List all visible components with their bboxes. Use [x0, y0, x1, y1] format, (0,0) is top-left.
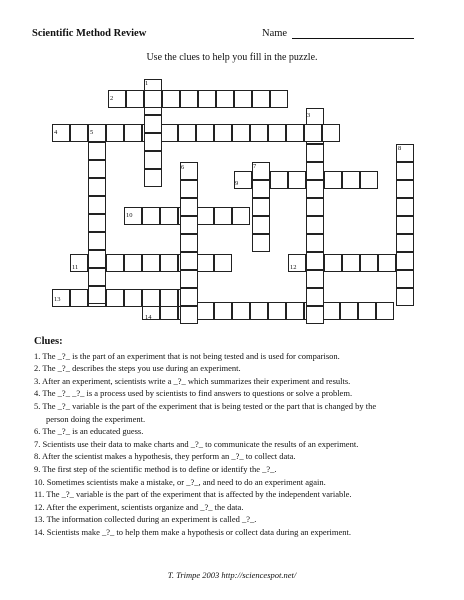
clue-number-13: 13	[54, 296, 61, 303]
crossword-cell[interactable]	[180, 90, 198, 108]
crossword-cell[interactable]	[250, 124, 268, 142]
crossword-cell[interactable]	[180, 270, 198, 288]
clue-1: 1. The _?_ is the part of an experiment that is not being tested and is used for comparison.	[34, 350, 340, 361]
clue-12: 12. After the experiment, scientists organize and _?_ the data.	[34, 501, 244, 512]
worksheet-title: Scientific Method Review	[32, 28, 147, 39]
crossword-cell[interactable]	[306, 180, 324, 198]
crossword-cell[interactable]	[214, 302, 232, 320]
crossword-cell[interactable]	[106, 289, 124, 307]
clue-number-11: 11	[72, 264, 79, 271]
crossword-cell[interactable]	[306, 252, 324, 270]
clues-heading: Clues:	[34, 336, 63, 347]
crossword-cell[interactable]	[88, 268, 106, 286]
clue-number-7: 7	[253, 163, 257, 170]
crossword-cell[interactable]	[252, 180, 270, 198]
crossword-cell[interactable]	[144, 169, 162, 187]
clue-6: 6. The _?_ is an educated guess.	[34, 426, 144, 437]
crossword-cell[interactable]	[88, 196, 106, 214]
crossword-cell[interactable]	[306, 216, 324, 234]
crossword-cell[interactable]	[396, 198, 414, 216]
crossword-cell[interactable]	[142, 289, 160, 307]
crossword-cell[interactable]	[396, 234, 414, 252]
crossword-cell[interactable]	[180, 306, 198, 324]
crossword-cell[interactable]	[142, 254, 160, 272]
crossword-cell[interactable]	[360, 171, 378, 189]
crossword-cell[interactable]	[196, 207, 214, 225]
crossword-cell[interactable]	[324, 171, 342, 189]
crossword-cell[interactable]	[180, 234, 198, 252]
clue-2: 2. The _?_ describes the steps you use during an experiment.	[34, 363, 241, 374]
crossword-cell[interactable]	[306, 198, 324, 216]
crossword-cell[interactable]	[180, 252, 198, 270]
crossword-cell[interactable]	[360, 254, 378, 272]
crossword-cell[interactable]	[306, 288, 324, 306]
crossword-cell[interactable]	[396, 288, 414, 306]
crossword-cell[interactable]	[70, 124, 88, 142]
crossword-cell[interactable]	[178, 124, 196, 142]
clue-10: 10. Sometimes scientists make a mistake, or _?_, and need to do an experiment again.	[34, 476, 326, 487]
crossword-cell[interactable]	[306, 162, 324, 180]
crossword-cell[interactable]	[376, 302, 394, 320]
crossword-cell[interactable]	[306, 144, 324, 162]
crossword-cell[interactable]	[268, 124, 286, 142]
crossword-cell[interactable]	[342, 254, 360, 272]
crossword-cell[interactable]	[286, 302, 304, 320]
crossword-cell[interactable]	[196, 302, 214, 320]
crossword-cell[interactable]	[162, 90, 180, 108]
clue-number-1: 1	[145, 80, 149, 87]
clue-number-3: 3	[307, 112, 311, 119]
crossword-cell[interactable]	[106, 254, 124, 272]
clue-7: 7. Scientists use their data to make charts and _?_ to communicate the results of an experiment.	[34, 438, 359, 449]
crossword-cell[interactable]	[144, 151, 162, 169]
footer-credit: T. Trimpe 2003 http://sciencespot.net/	[167, 570, 297, 580]
crossword-cell[interactable]	[252, 216, 270, 234]
crossword-cell[interactable]	[198, 90, 216, 108]
crossword-cell[interactable]	[216, 90, 234, 108]
crossword-cell[interactable]	[252, 234, 270, 252]
crossword-cell[interactable]	[160, 289, 178, 307]
crossword-cell[interactable]	[396, 270, 414, 288]
crossword-cell[interactable]	[196, 124, 214, 142]
crossword-cell[interactable]	[304, 124, 322, 142]
crossword-cell[interactable]	[396, 162, 414, 180]
clue-5: 5. The _?_ variable is the part of the experiment that is being tested or the part that is changed by the person doing the experiment.	[34, 400, 377, 424]
crossword-cell[interactable]	[180, 288, 198, 306]
crossword-cell[interactable]	[322, 302, 340, 320]
crossword-cell[interactable]	[232, 207, 250, 225]
clue-number-5: 5	[90, 129, 94, 136]
crossword-cell[interactable]	[160, 254, 178, 272]
crossword-cell[interactable]	[306, 234, 324, 252]
clue-9: 9. The first step of the scientific method is to define or identify the _?_.	[34, 463, 277, 474]
clue-number-12: 12	[290, 264, 297, 271]
crossword-cell[interactable]	[144, 133, 162, 151]
crossword-cell[interactable]	[160, 207, 178, 225]
clue-13: 13. The information collected during an experiment is called _?_.	[34, 514, 257, 525]
crossword-cell[interactable]	[124, 254, 142, 272]
crossword-cell[interactable]	[340, 302, 358, 320]
crossword-cell[interactable]	[232, 124, 250, 142]
crossword-cell[interactable]	[88, 214, 106, 232]
instructions: Use the clues to help you fill in the puzzle.	[146, 52, 318, 63]
crossword-cell[interactable]	[142, 207, 160, 225]
clue-number-9: 9	[235, 180, 239, 187]
crossword-cell[interactable]	[144, 90, 162, 108]
crossword-cell[interactable]	[396, 180, 414, 198]
clue-number-14: 14	[145, 314, 152, 321]
clue-number-8: 8	[398, 145, 402, 152]
clue-number-10: 10	[126, 212, 133, 219]
crossword-cell[interactable]	[88, 178, 106, 196]
crossword-cell[interactable]	[378, 254, 396, 272]
crossword-cell[interactable]	[270, 171, 288, 189]
crossword-cell[interactable]	[250, 302, 268, 320]
clue-4: 4. The _?_ _?_ is a process used by scientists to find answers to questions or solve a problem.	[34, 388, 353, 399]
crossword-cell[interactable]	[396, 216, 414, 234]
crossword-cell[interactable]	[160, 124, 178, 142]
crossword-cell[interactable]	[88, 286, 106, 304]
clue-8: 8. After the scientist makes a hypothesis, they perform an _?_ to collect data.	[34, 451, 296, 462]
clue-number-4: 4	[54, 129, 58, 136]
crossword-cell[interactable]	[288, 171, 306, 189]
clues-section	[34, 336, 444, 539]
crossword-cell[interactable]	[70, 289, 88, 307]
crossword-cell[interactable]	[306, 306, 324, 324]
clue-11: 11. The _?_ variable is the part of the experiment that is affected by the independent variable.	[34, 489, 352, 500]
crossword-cell[interactable]	[396, 252, 414, 270]
crossword-cell[interactable]	[180, 198, 198, 216]
crossword-cell[interactable]	[270, 90, 288, 108]
crossword-cell[interactable]	[180, 216, 198, 234]
crossword-cell[interactable]	[322, 124, 340, 142]
crossword-cell[interactable]	[252, 198, 270, 216]
crossword-cell[interactable]	[106, 124, 124, 142]
clue-3: 3. After an experiment, scientists write a _?_ which summarizes their experiment and results.	[34, 375, 351, 386]
crossword-cell[interactable]	[234, 90, 252, 108]
crossword-cell[interactable]	[126, 90, 144, 108]
crossword-cell[interactable]	[88, 142, 106, 160]
crossword-cell[interactable]	[306, 270, 324, 288]
crossword-cell[interactable]	[180, 180, 198, 198]
crossword-cell[interactable]	[214, 254, 232, 272]
crossword-cell[interactable]	[252, 90, 270, 108]
clue-number-2: 2	[110, 95, 114, 102]
crossword-cell[interactable]	[88, 160, 106, 178]
crossword-cell[interactable]	[324, 254, 342, 272]
clue-number-6: 6	[181, 164, 185, 171]
crossword-cell[interactable]	[196, 254, 214, 272]
crossword-cell[interactable]	[144, 115, 162, 133]
crossword-cell[interactable]	[124, 289, 142, 307]
crossword-cell[interactable]	[88, 250, 106, 268]
crossword-cell[interactable]	[214, 124, 232, 142]
crossword-cell[interactable]	[88, 232, 106, 250]
crossword-cell[interactable]	[286, 124, 304, 142]
crossword-cell[interactable]	[268, 302, 286, 320]
crossword-cell[interactable]	[214, 207, 232, 225]
crossword-cell[interactable]	[232, 302, 250, 320]
name-label: Name	[262, 28, 288, 39]
crossword-cell[interactable]	[358, 302, 376, 320]
crossword-cell[interactable]	[342, 171, 360, 189]
clue-14: 14. Scientists make _?_ to help them make a hypothesis or collect data during an experiment.	[34, 526, 352, 537]
crossword-cell[interactable]	[124, 124, 142, 142]
